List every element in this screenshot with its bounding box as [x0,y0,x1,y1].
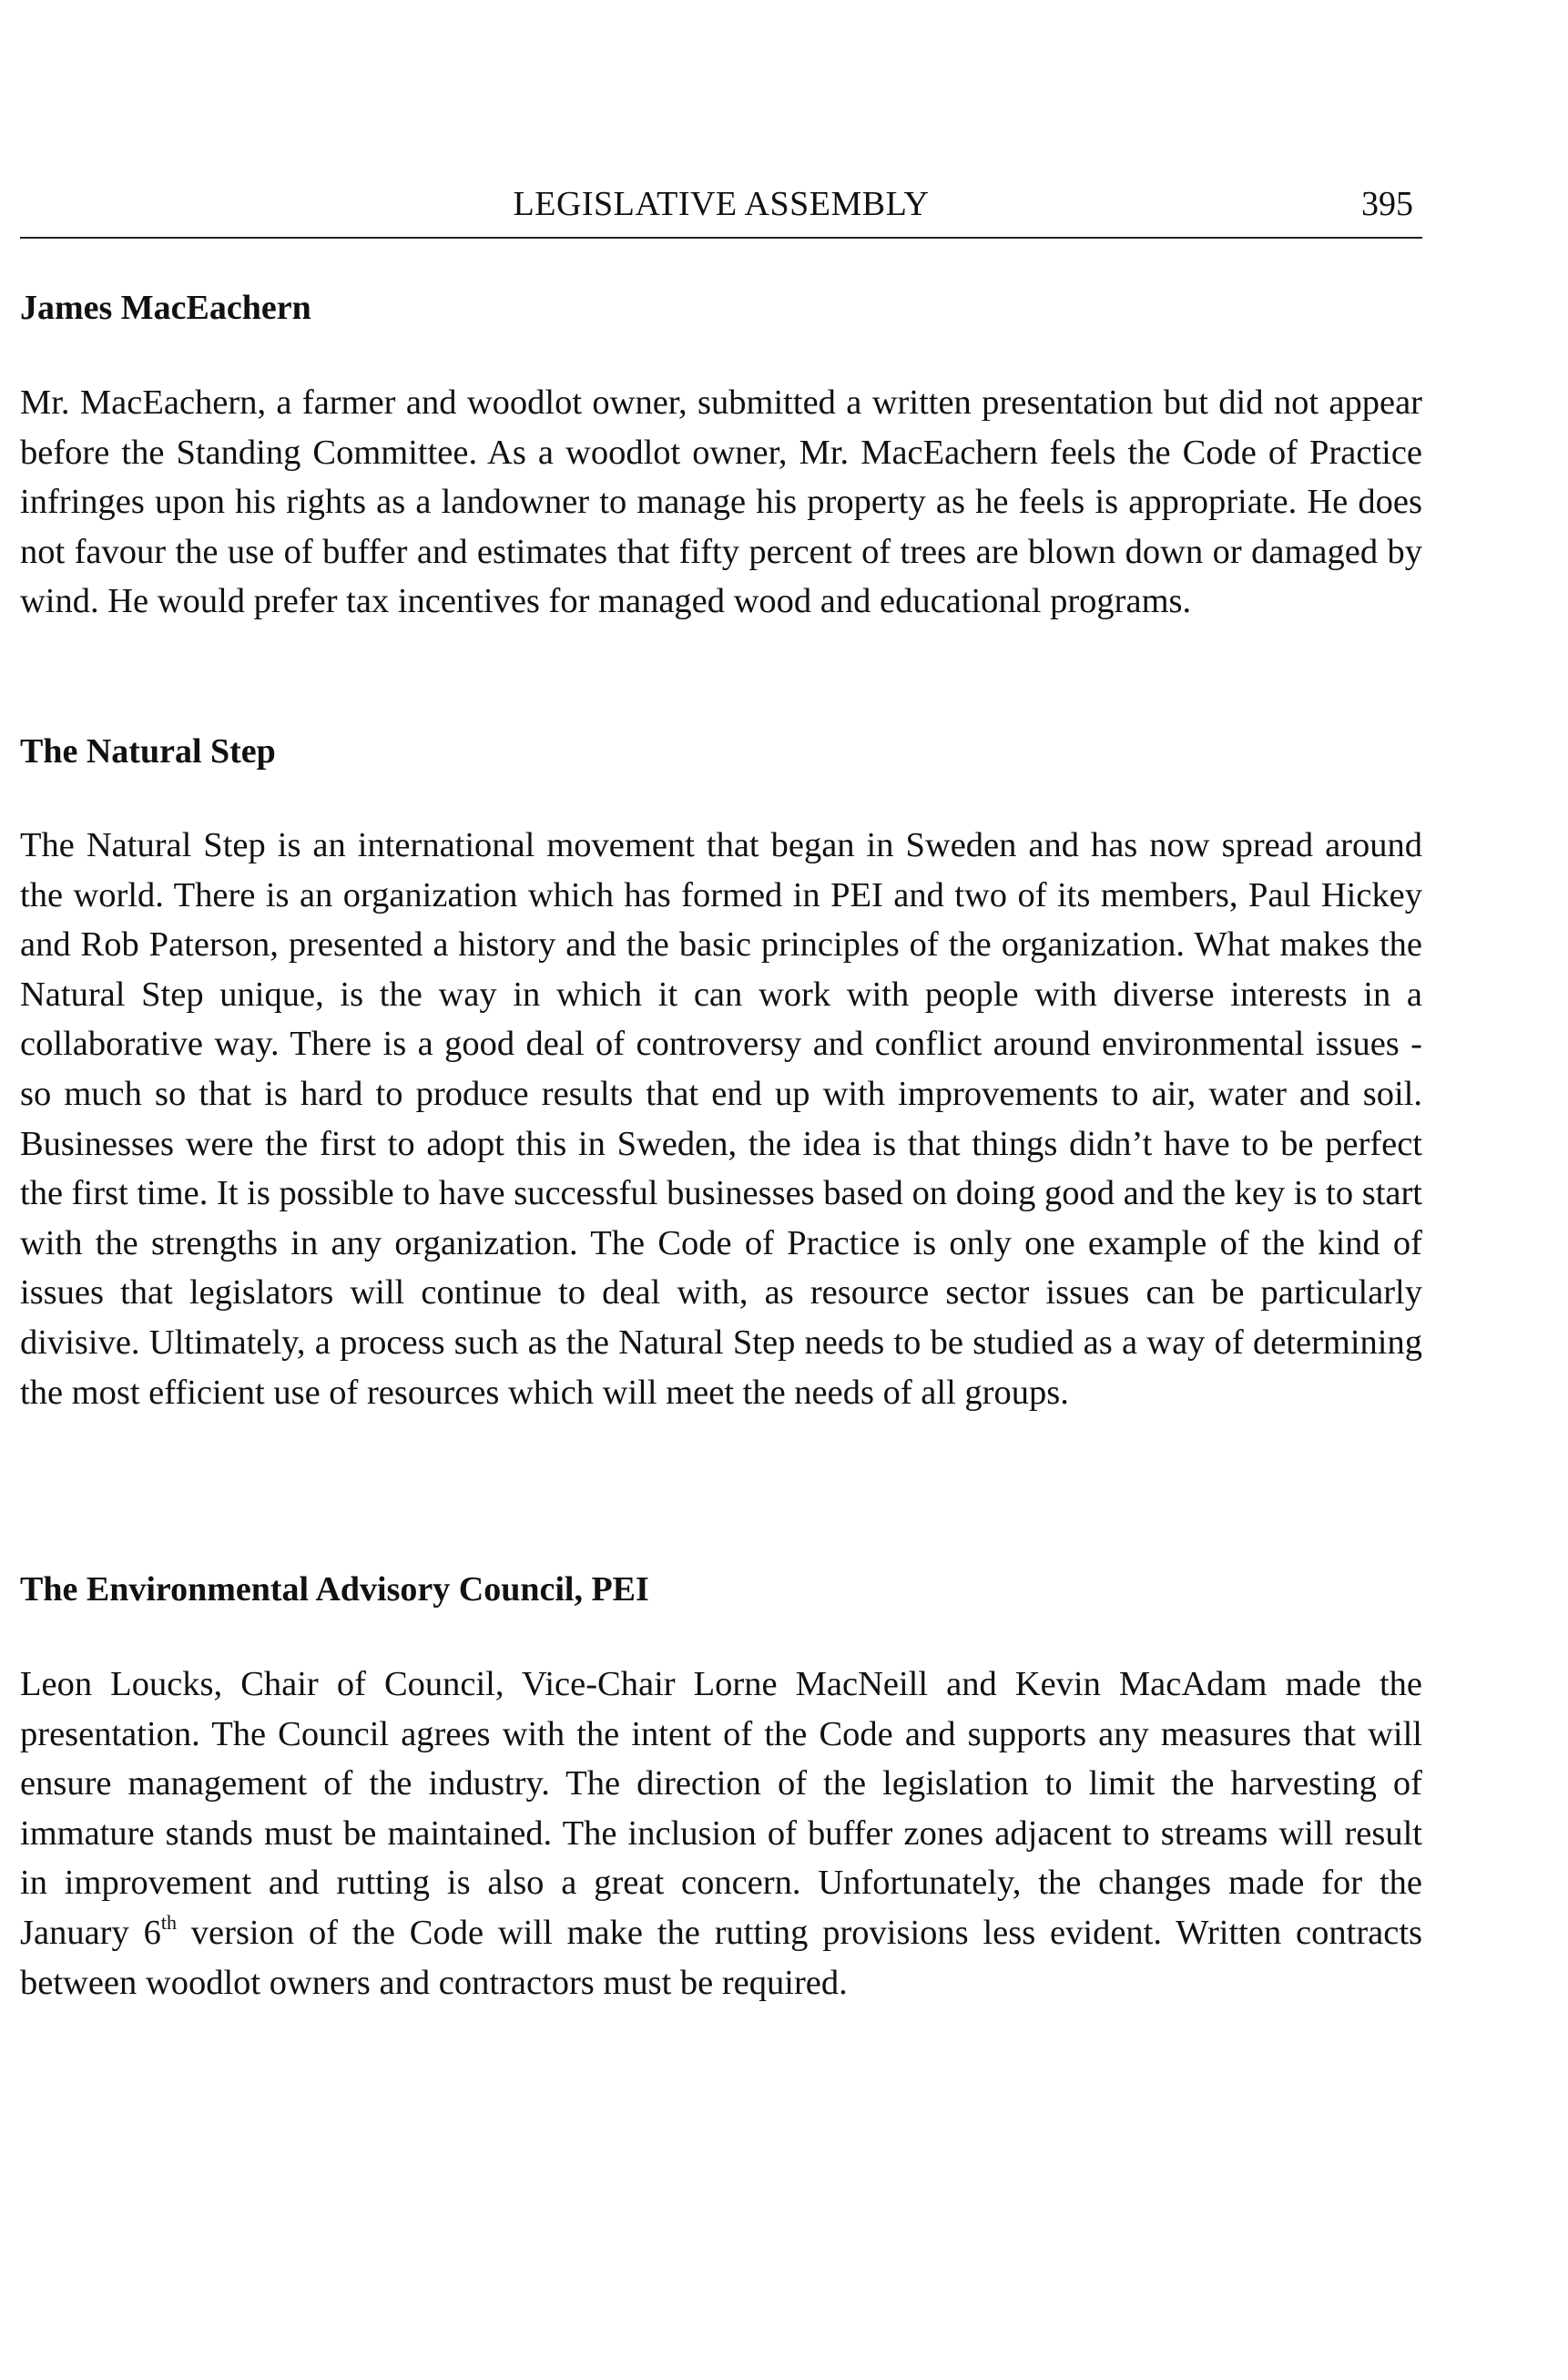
section-body-natural-step: The Natural Step is an international movement that began in Sweden and has now spread around the world. There is an organization which has formed in PEI and two of its members, Paul Hickey and Rob Paterson, presented a history and the basic principles of the organization. What makes the Natural Step unique, is the way in which it can work with people with diverse interests in a collaborative way. There is a good deal of controversy and conflict around environmental issues - so much so that is hard to produce results that end up with improvements to air, water and soil. Businesses were the first to adopt this in Sweden, the idea is that things didn’t have to be perfect the first time. It is possible to have successful businesses based on doing good and the key is to start with the strengths in any organization. The Code of Practice is only one example of the kind of issues that legislators will continue to deal with, as resource sector issues can be particularly divisive. Ultimately, a process such as the Natural Step needs to be studied as a way of determining the most efficient use of resources which will meet the needs of all groups. [20,826,1422,1412]
body-text-before-superscript: Leon Loucks, Chair of Council, Vice-Chair Lorne MacNeill and Kevin MacAdam made the presentation. The Council agrees with the intent of the Code and supports any measures that will ensure management of the industry. The direction of the legislation to limit the harvesting of immature stands must be maintained. The inclusion of buffer zones adjacent to streams will result in improvement and rutting is also a great concern. Unfortunately, the changes made for the January 6 [20,1665,1422,1952]
ordinal-superscript: th [160,1910,177,1934]
running-title: LEGISLATIVE ASSEMBLY [513,185,930,223]
section-body-environmental-advisory-council [20,1660,1422,2007]
body-text-after-superscript: version of the Code will make the rutting provisions less evident. Written contracts between woodlot owners and contractors must be required. [20,1913,1422,2002]
section-heading-james-maceachern: James MacEachern [20,289,311,327]
section-body-james-maceachern: Mr. MacEachern, a farmer and woodlot owner, submitted a written presentation but did not appear before the Standing Committee. As a woodlot owner, Mr. MacEachern feels the Code of Practice infringes upon his rights as a landowner to manage his property as he feels is appropriate. He does not favour the use of buffer and estimates that fifty percent of trees are blown down or damaged by wind. He would prefer tax incentives for managed wood and educational programs. [20,383,1422,621]
page-number: 395 [1361,185,1413,223]
section-heading-environmental-advisory-council: The Environmental Advisory Council, PEI [20,1570,649,1609]
section-heading-natural-step: The Natural Step [20,732,276,771]
running-header [20,182,1422,239]
